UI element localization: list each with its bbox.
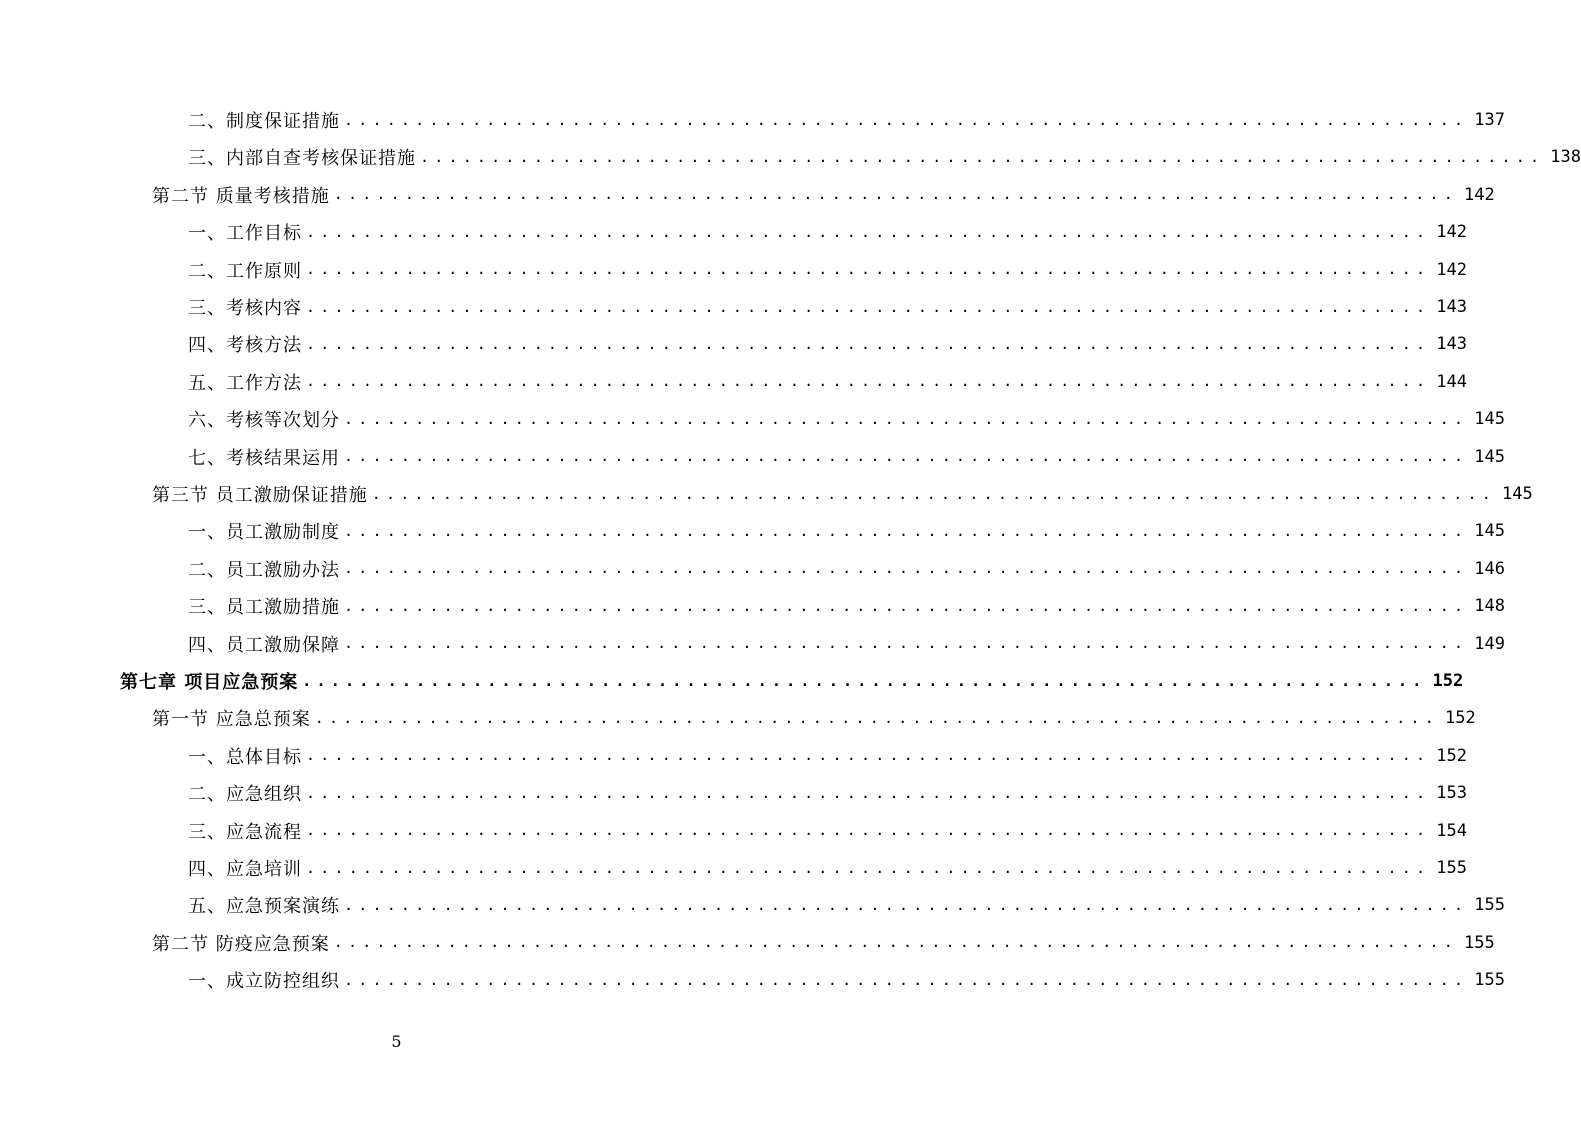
toc-dot-leader: ...............................................................................	[344, 634, 1469, 653]
toc-dot-leader: ...............................................................................	[344, 110, 1469, 129]
toc-entry-page: 155	[1463, 932, 1495, 953]
toc-entry-page: 142	[1463, 184, 1495, 205]
toc-entry-page: 155	[1436, 858, 1467, 878]
toc-entry[interactable]	[188, 887, 1505, 924]
toc-entry-title: 三、考核内容	[188, 298, 302, 319]
toc-dot-leader: ...............................................................................	[302, 671, 1427, 690]
toc-entry[interactable]	[188, 737, 1467, 774]
toc-entry[interactable]	[152, 476, 1533, 513]
toc-entry[interactable]	[188, 139, 1581, 176]
toc-dot-leader: ...............................................................................	[306, 858, 1431, 877]
toc-dot-leader: ...............................................................................	[344, 559, 1469, 578]
toc-entry-page: 152	[1432, 671, 1464, 691]
toc-entry-title: 四、考核方法	[188, 335, 302, 357]
toc-dot-leader: ...............................................................................	[333, 933, 1458, 952]
toc-entry-title: 六、考核等次划分	[188, 410, 340, 432]
toc-entry-title: 二、制度保证措施	[188, 111, 340, 132]
toc-entry-title: 二、工作原则	[188, 260, 302, 282]
toc-dot-leader: ...............................................................................	[306, 222, 1431, 241]
toc-entry-title: 四、应急培训	[188, 859, 302, 880]
toc-dot-leader: ...............................................................................	[420, 147, 1545, 166]
toc-dot-leader: ...............................................................................	[371, 484, 1496, 503]
toc-entry-title: 七、考核结果运用	[188, 447, 340, 469]
toc-entry-page: 145	[1501, 484, 1533, 504]
page-number: 5	[391, 1032, 402, 1051]
toc-entry-title: 二、应急组织	[188, 784, 302, 806]
toc-entry-title: 五、工作方法	[188, 372, 302, 394]
toc-dot-leader: ...............................................................................	[306, 783, 1431, 802]
toc-entry-page: 142	[1436, 222, 1467, 243]
toc-entry-page: 154	[1436, 820, 1467, 841]
toc-entry-page: 152	[1444, 708, 1476, 729]
toc-entry[interactable]	[188, 363, 1467, 400]
toc-entry-title: 四、员工激励保障	[188, 634, 340, 656]
toc-entry-page: 144	[1436, 371, 1467, 392]
toc-entry-page: 149	[1474, 633, 1505, 654]
toc-entry[interactable]	[188, 962, 1505, 999]
toc-entry[interactable]	[188, 214, 1467, 251]
toc-entry-title: 五、应急预案演练	[188, 896, 340, 918]
toc-entry-page: 153	[1436, 783, 1467, 804]
toc-entry-page: 145	[1474, 521, 1505, 542]
toc-entry-page: 143	[1436, 297, 1467, 317]
toc-entry[interactable]	[188, 775, 1467, 812]
toc-dot-leader: ...............................................................................	[344, 521, 1469, 540]
toc-entry[interactable]	[188, 850, 1467, 887]
toc-entry-title: 三、内部自查考核保证措施	[188, 148, 416, 170]
toc-entry-title: 第三节 员工激励保证措施	[152, 485, 368, 506]
toc-dot-leader: ...............................................................................	[344, 447, 1469, 466]
toc-entry-page: 138	[1550, 147, 1581, 168]
toc-entry-title: 一、工作目标	[188, 223, 302, 245]
toc-entry[interactable]	[188, 102, 1505, 139]
toc-dot-leader: ...............................................................................	[306, 372, 1431, 391]
toc-entry[interactable]	[188, 326, 1467, 363]
toc-dot-leader: ...............................................................................	[344, 596, 1469, 615]
toc-entry-title: 一、总体目标	[188, 746, 302, 768]
toc-entry-page: 155	[1474, 895, 1505, 916]
toc-dot-leader: ...............................................................................	[306, 821, 1431, 840]
toc-entry[interactable]	[188, 812, 1467, 849]
toc-entry-title: 第二节 防疫应急预案	[152, 933, 330, 955]
toc-entry-title: 第七章 项目应急预案	[120, 672, 299, 693]
toc-entry[interactable]	[152, 176, 1495, 213]
toc-dot-leader: ...............................................................................	[306, 297, 1431, 316]
toc-entry[interactable]	[120, 663, 1464, 700]
toc-dot-leader: ...............................................................................	[344, 895, 1469, 914]
toc-entry-title: 第一节 应急总预案	[152, 709, 311, 731]
toc-entry-page: 145	[1474, 446, 1505, 467]
toc-dot-leader: ...............................................................................	[306, 260, 1431, 279]
toc-entry[interactable]	[152, 700, 1476, 737]
toc-entry-page: 143	[1436, 334, 1467, 355]
toc-entry[interactable]	[188, 438, 1505, 475]
toc-entry[interactable]	[188, 550, 1505, 587]
toc-entry-page: 148	[1474, 596, 1505, 617]
toc-entry[interactable]	[152, 924, 1495, 961]
toc-entry-page: 155	[1474, 970, 1505, 991]
toc-entry-page: 145	[1474, 409, 1505, 430]
toc-entry-title: 一、成立防控组织	[188, 971, 340, 993]
toc-dot-leader: ...............................................................................	[314, 708, 1439, 727]
toc-entry-title: 三、应急流程	[188, 821, 302, 843]
toc-entry[interactable]	[188, 289, 1467, 326]
toc-entry-page: 152	[1436, 745, 1467, 766]
toc-dot-leader: ...............................................................................	[344, 409, 1469, 428]
toc-entry-title: 三、员工激励措施	[188, 597, 340, 619]
toc-dot-leader: ...............................................................................	[306, 334, 1431, 353]
toc-entry[interactable]	[188, 625, 1505, 662]
toc-dot-leader: ...............................................................................	[306, 746, 1431, 765]
toc-dot-leader: ...............................................................................	[344, 970, 1469, 989]
toc-dot-leader: ...............................................................................	[333, 185, 1458, 204]
toc-entry-page: 137	[1474, 110, 1505, 130]
toc-entry[interactable]	[188, 401, 1505, 438]
toc-entry-page: 142	[1436, 259, 1467, 280]
toc-entry[interactable]	[188, 588, 1505, 625]
toc-entry-title: 第二节 质量考核措施	[152, 185, 330, 207]
toc-entry-page: 146	[1474, 558, 1505, 579]
toc-entry-title: 二、员工激励办法	[188, 559, 340, 581]
toc-entry[interactable]	[188, 513, 1505, 550]
toc-entry[interactable]	[188, 251, 1467, 288]
toc-entry-title: 一、员工激励制度	[188, 522, 340, 544]
